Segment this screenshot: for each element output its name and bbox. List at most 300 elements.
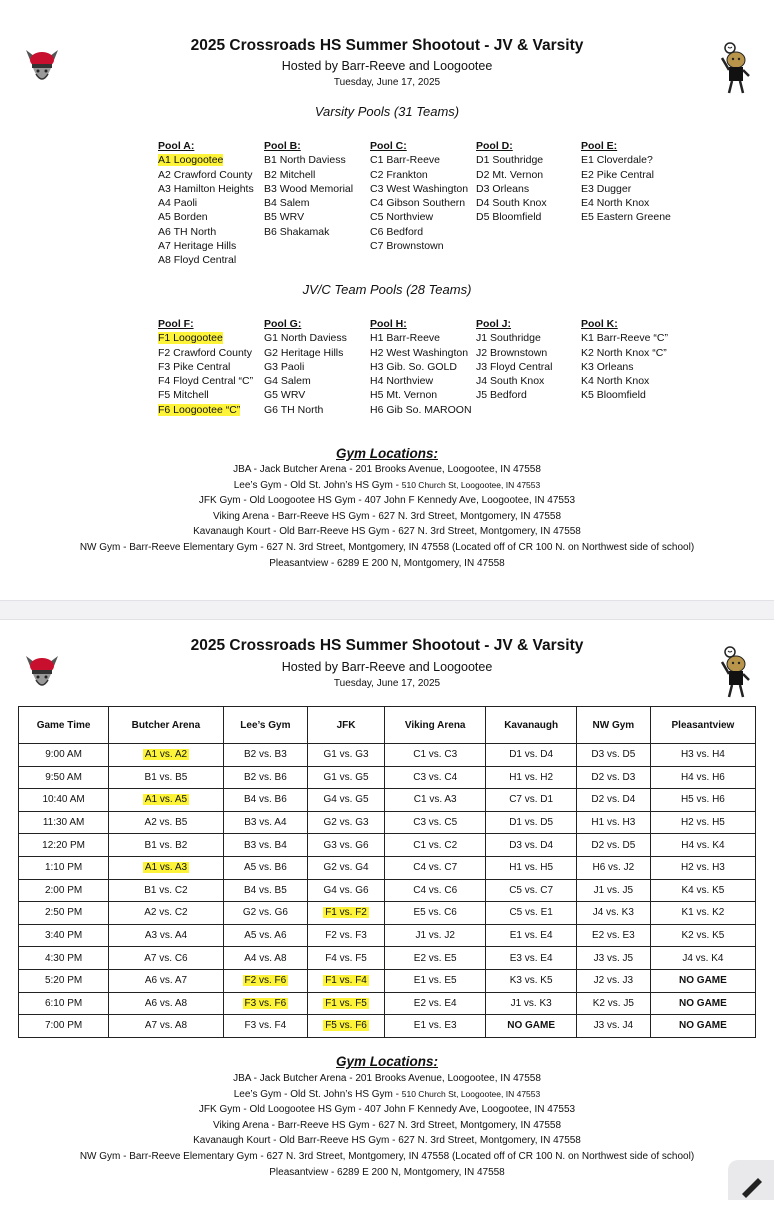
pool-header: Pool C:	[370, 140, 407, 152]
table-row	[19, 879, 756, 902]
table-row	[19, 834, 756, 857]
team-item: H4 Northview	[370, 375, 434, 388]
gym-line: Viking Arena - Barr-Reeve HS Gym - 627 N. 3rd Street, Montgomery, IN 47558	[212, 510, 562, 522]
matchup-cell	[576, 969, 650, 992]
cell-text: D3 vs. D5	[591, 749, 636, 761]
team-item: G3 Paoli	[264, 360, 305, 373]
varsity-pools-title: Varsity Pools (31 Teams)	[314, 104, 460, 119]
cell-text: J3 vs. J5	[593, 952, 634, 964]
cell-text: C1 vs. C3	[413, 749, 458, 761]
gym-line-text: Lee’s Gym - Old St. John’s HS Gym -	[233, 1088, 402, 1100]
team-item: D5 Bloomfield	[476, 211, 542, 224]
cell-text: G1 vs. G5	[323, 771, 369, 783]
column-header: Pleasantview	[650, 707, 755, 744]
matchup-cell	[486, 834, 576, 857]
team-item: G2 Heritage Hills	[264, 346, 344, 359]
cell-text: F1 vs. F2	[325, 907, 367, 919]
table-row	[19, 992, 756, 1015]
pool-c	[370, 139, 468, 253]
matchup-cell	[650, 947, 755, 970]
team-item: B1 North Daviess	[264, 154, 346, 167]
gym-line	[0, 1087, 774, 1103]
matchup-cell	[308, 811, 385, 834]
matchup-cell	[308, 856, 385, 879]
pool-e	[581, 139, 671, 225]
cell-text: A3 vs. A4	[144, 930, 188, 942]
column-header: Viking Arena	[384, 707, 485, 744]
team-item: A8 Floyd Central	[158, 254, 237, 267]
cell-text: A5 vs. A6	[244, 930, 287, 942]
pool-j	[476, 317, 552, 403]
team-item: D3 Orleans	[476, 182, 530, 195]
matchup-cell	[486, 1015, 576, 1038]
matchup-cell	[650, 811, 755, 834]
matchup-cell	[109, 902, 224, 925]
team-item: F4 Floyd Central “C”	[158, 375, 254, 388]
game-time-cell	[19, 902, 109, 925]
cell-text: F4 vs. F5	[325, 952, 367, 964]
team-item: D2 Mt. Vernon	[476, 168, 544, 181]
cell-text: A1 vs. A2	[144, 749, 188, 761]
matchup-cell	[486, 992, 576, 1015]
cell-text: 10:40 AM	[42, 794, 85, 806]
cell-text: D1 vs. D4	[509, 749, 554, 761]
gym-line-text: Lee’s Gym - Old St. John’s HS Gym -	[233, 479, 402, 491]
cell-text: G4 vs. G5	[323, 794, 369, 806]
matchup-cell	[486, 947, 576, 970]
jv-pools-title: JV/C Team Pools (28 Teams)	[302, 282, 472, 297]
cell-text: H2 vs. H5	[680, 817, 725, 829]
cell-text: E1 vs. E5	[413, 975, 457, 987]
matchup-cell	[384, 879, 485, 902]
cell-text: A5 vs. B6	[243, 862, 287, 874]
cell-text: H3 vs. H4	[680, 749, 725, 761]
matchup-cell	[384, 969, 485, 992]
team-item: K3 Orleans	[581, 360, 634, 373]
gym-line: Kavanaugh Kourt - Old Barr-Reeve HS Gym - 627 N. 3rd Street, Montgomery, IN 47558	[193, 526, 581, 538]
cell-text: D3 vs. D4	[509, 839, 554, 851]
cell-text: J4 vs. K4	[682, 952, 724, 964]
cell-text: J1 vs. J2	[415, 930, 455, 942]
team-item: B2 Mitchell	[264, 168, 316, 181]
cell-text: 5:20 PM	[44, 975, 83, 987]
team-item: A1 Loogootee	[158, 154, 224, 167]
page-title: 2025 Crossroads HS Summer Shootout - JV & Varsity	[190, 637, 584, 654]
pool-header: Pool E:	[581, 140, 618, 152]
matchup-cell	[223, 1015, 307, 1038]
cell-text: C7 vs. D1	[509, 794, 554, 806]
team-item: J2 Brownstown	[476, 346, 548, 359]
team-item: H5 Mt. Vernon	[370, 389, 438, 402]
matchup-cell	[223, 789, 307, 812]
team-item: G6 TH North	[264, 403, 324, 416]
cell-text: B4 vs. B5	[243, 884, 287, 896]
team-item: C6 Bedford	[370, 225, 424, 238]
matchup-cell	[384, 924, 485, 947]
matchup-cell	[384, 947, 485, 970]
pool-header: Pool H:	[370, 318, 407, 330]
gym-line: NW Gym - Barr-Reeve Elementary Gym - 627 N. 3rd Street, Montgomery, IN 47558 (Located off of CR 100 N. on Northwest side of school)	[79, 1150, 695, 1162]
cell-text: C1 vs. A3	[413, 794, 457, 806]
cell-text: F1 vs. F5	[325, 997, 367, 1009]
page-schedule	[0, 620, 774, 1200]
cell-text: G1 vs. G3	[323, 749, 369, 761]
cell-text: A6 vs. A7	[144, 975, 188, 987]
team-item: J3 Floyd Central	[476, 360, 553, 373]
event-date: Tuesday, June 17, 2025	[333, 77, 441, 88]
matchup-cell	[384, 744, 485, 767]
matchup-cell	[650, 969, 755, 992]
matchup-cell	[308, 902, 385, 925]
matchup-cell	[576, 744, 650, 767]
team-item: D4 South Knox	[476, 197, 547, 210]
matchup-cell	[576, 879, 650, 902]
cell-text: C5 vs. E1	[509, 907, 553, 919]
team-item: E3 Dugger	[581, 182, 632, 195]
cell-text: 2:50 PM	[44, 907, 83, 919]
cell-text: B2 vs. B6	[243, 771, 287, 783]
gym-line	[0, 478, 774, 494]
team-item: E5 Eastern Greene	[581, 211, 671, 224]
pool-h	[370, 317, 472, 417]
cell-text: E2 vs. E3	[591, 930, 635, 942]
cell-text: 7:00 PM	[44, 1020, 83, 1032]
team-item: B3 Wood Memorial	[264, 182, 354, 195]
game-time-cell	[19, 1015, 109, 1038]
team-item: K5 Bloomfield	[581, 389, 646, 402]
cell-text: A7 vs. C6	[144, 952, 188, 964]
cell-text: B1 vs. B2	[144, 839, 188, 851]
cell-text: NO GAME	[679, 997, 727, 1009]
cell-text: A2 vs. B5	[144, 817, 188, 829]
cell-text: E5 vs. C6	[413, 907, 457, 919]
team-item: C1 Barr-Reeve	[370, 154, 441, 167]
cell-text: NO GAME	[507, 1020, 556, 1032]
matchup-cell	[308, 924, 385, 947]
matchup-cell	[384, 992, 485, 1015]
team-item: H2 West Washington	[370, 346, 469, 359]
column-header: Game Time	[19, 707, 109, 744]
matchup-cell	[308, 766, 385, 789]
team-item: C3 West Washington	[370, 182, 469, 195]
matchup-cell	[486, 789, 576, 812]
cell-text: F2 vs. F3	[325, 930, 367, 942]
cell-text: A6 vs. A8	[144, 997, 188, 1009]
table-row	[19, 1015, 756, 1038]
matchup-cell	[223, 879, 307, 902]
cell-text: 3:40 PM	[44, 930, 83, 942]
gym-line: JFK Gym - Old Loogootee HS Gym - 407 John F Kennedy Ave, Loogootee, IN 47553	[198, 495, 576, 507]
gym-locations-list	[0, 462, 774, 571]
game-time-cell	[19, 947, 109, 970]
game-time-cell	[19, 834, 109, 857]
matchup-cell	[486, 766, 576, 789]
gym-line: Kavanaugh Kourt - Old Barr-Reeve HS Gym - 627 N. 3rd Street, Montgomery, IN 47558	[193, 1135, 581, 1147]
viking-mascot-icon	[24, 652, 60, 696]
cell-text: F5 vs. F6	[325, 1020, 367, 1032]
game-time-cell	[19, 789, 109, 812]
cell-text: F3 vs. F6	[244, 997, 287, 1009]
team-item: G1 North Daviess	[264, 332, 347, 345]
gym-locations-list	[0, 1071, 774, 1180]
cell-text: J3 vs. J4	[593, 1020, 634, 1032]
cell-text: B1 vs. B5	[144, 771, 188, 783]
gym-line: JBA - Jack Butcher Arena - 201 Brooks Avenue, Loogootee, IN 47558	[233, 464, 541, 475]
team-item: K2 North Knox “C”	[581, 346, 667, 359]
gym-line: NW Gym - Barr-Reeve Elementary Gym - 627 N. 3rd Street, Montgomery, IN 47558 (Located off of CR 100 N. on Northwest side of school)	[79, 541, 695, 553]
matchup-cell	[223, 902, 307, 925]
team-item: A2 Crawford County	[158, 168, 253, 181]
hosted-by: Hosted by Barr-Reeve and Loogootee	[281, 660, 493, 674]
cell-text: D1 vs. D5	[509, 817, 554, 829]
matchup-cell	[308, 789, 385, 812]
table-row	[19, 789, 756, 812]
matchup-cell	[223, 811, 307, 834]
matchup-cell	[109, 1015, 224, 1038]
team-item: J1 Southridge	[476, 332, 541, 345]
cell-text: J1 vs. K3	[510, 997, 552, 1009]
cell-text: 2:00 PM	[44, 884, 83, 896]
cell-text: B1 vs. C2	[144, 884, 188, 896]
cell-text: F3 vs. F4	[244, 1020, 287, 1032]
pool-header: Pool F:	[158, 318, 194, 330]
cell-text: J2 vs. J3	[593, 975, 634, 987]
cell-text: H1 vs. H2	[509, 771, 554, 783]
schedule-header-row	[19, 707, 756, 744]
team-item: A6 TH North	[158, 225, 217, 238]
team-item: E4 North Knox	[581, 197, 650, 210]
matchup-cell	[384, 789, 485, 812]
cell-text: A2 vs. C2	[144, 907, 188, 919]
cell-text: E1 vs. E4	[509, 930, 553, 942]
matchup-cell	[109, 744, 224, 767]
team-item: H6 Gib So. MAROON	[370, 403, 472, 416]
pencil-icon[interactable]	[728, 1160, 774, 1200]
matchup-cell	[308, 834, 385, 857]
gym-line: JFK Gym - Old Loogootee HS Gym - 407 John F Kennedy Ave, Loogootee, IN 47553	[198, 1104, 576, 1116]
cell-text: K1 vs. K2	[681, 907, 725, 919]
pool-header: Pool J:	[476, 318, 512, 330]
team-item: H3 Gib. So. GOLD	[370, 360, 457, 373]
matchup-cell	[308, 1015, 385, 1038]
overlay-corner-badge	[728, 1160, 774, 1200]
gym-locations-title: Gym Locations:	[335, 1054, 438, 1069]
table-row	[19, 744, 756, 767]
team-item: E2 Pike Central	[581, 168, 654, 181]
cell-text: E2 vs. E5	[413, 952, 457, 964]
matchup-cell	[384, 811, 485, 834]
matchup-cell	[109, 992, 224, 1015]
cell-text: C4 vs. C7	[413, 862, 458, 874]
cell-text: A7 vs. A8	[144, 1020, 188, 1032]
team-item: F6 Loogootee “C”	[158, 403, 241, 416]
matchup-cell	[109, 924, 224, 947]
matchup-cell	[650, 1015, 755, 1038]
pool-g	[264, 317, 347, 417]
matchup-cell	[486, 811, 576, 834]
cell-text: D2 vs. D4	[591, 794, 636, 806]
cell-text: E1 vs. E3	[413, 1020, 457, 1032]
team-item: G4 Salem	[264, 375, 311, 388]
matchup-cell	[223, 834, 307, 857]
pool-f	[158, 317, 253, 417]
matchup-cell	[308, 744, 385, 767]
team-item: D1 Southridge	[476, 154, 544, 167]
matchup-cell	[109, 789, 224, 812]
matchup-cell	[650, 834, 755, 857]
cell-text: G2 vs. G3	[323, 817, 369, 829]
matchup-cell	[223, 924, 307, 947]
column-header: Butcher Arena	[109, 707, 224, 744]
pool-header: Pool D:	[476, 140, 513, 152]
matchup-cell	[308, 969, 385, 992]
column-header: Kavanaugh	[486, 707, 576, 744]
column-header: NW Gym	[576, 707, 650, 744]
cell-text: B4 vs. B6	[243, 794, 287, 806]
cell-text: H6 vs. J2	[592, 862, 635, 874]
matchup-cell	[223, 744, 307, 767]
team-item: C7 Brownstown	[370, 240, 444, 253]
cell-text: J1 vs. J5	[593, 884, 634, 896]
gym-line: Viking Arena - Barr-Reeve HS Gym - 627 N. 3rd Street, Montgomery, IN 47558	[212, 1119, 562, 1131]
cell-text: E2 vs. E4	[413, 997, 457, 1009]
game-time-cell	[19, 924, 109, 947]
matchup-cell	[223, 992, 307, 1015]
matchup-cell	[576, 789, 650, 812]
matchup-cell	[384, 902, 485, 925]
matchup-cell	[384, 834, 485, 857]
team-item: A5 Borden	[158, 211, 208, 224]
cell-text: A1 vs. A3	[144, 862, 188, 874]
cell-text: C4 vs. C6	[413, 884, 458, 896]
matchup-cell	[384, 1015, 485, 1038]
cell-text: H1 vs. H5	[509, 862, 554, 874]
cell-text: D2 vs. D3	[591, 771, 636, 783]
game-time-cell	[19, 811, 109, 834]
cell-text: C3 vs. C5	[413, 817, 458, 829]
matchup-cell	[486, 969, 576, 992]
cell-text: 9:00 AM	[45, 749, 82, 761]
cell-text: G3 vs. G6	[323, 839, 369, 851]
table-row	[19, 902, 756, 925]
team-item: F1 Loogootee	[158, 332, 223, 345]
cell-text: G2 vs. G6	[242, 907, 288, 919]
team-item: B6 Shakamak	[264, 225, 330, 238]
cell-text: H1 vs. H3	[591, 817, 636, 829]
cell-text: C1 vs. C2	[413, 839, 458, 851]
matchup-cell	[308, 879, 385, 902]
matchup-cell	[650, 924, 755, 947]
cell-text: K2 vs. J5	[592, 997, 634, 1009]
gym-line: Pleasantview - 6289 E 200 N, Montgomery, IN 47558	[269, 557, 505, 569]
gym-locations-title: Gym Locations:	[335, 446, 438, 461]
matchup-cell	[576, 856, 650, 879]
matchup-cell	[650, 879, 755, 902]
team-item: B5 WRV	[264, 211, 305, 224]
matchup-cell	[109, 811, 224, 834]
cell-text: G4 vs. G6	[323, 884, 369, 896]
team-item: F3 Pike Central	[158, 360, 231, 373]
matchup-cell	[576, 924, 650, 947]
table-row	[19, 969, 756, 992]
matchup-cell	[109, 834, 224, 857]
matchup-cell	[308, 947, 385, 970]
gym-line: Pleasantview - 6289 E 200 N, Montgomery, IN 47558	[269, 1166, 505, 1178]
cell-text: F1 vs. F4	[325, 975, 367, 987]
page-pools	[0, 0, 774, 600]
cell-text: H4 vs. K4	[681, 839, 725, 851]
matchup-cell	[109, 969, 224, 992]
schedule-body	[19, 744, 756, 1038]
table-row	[19, 766, 756, 789]
team-item: F2 Crawford County	[158, 346, 252, 359]
table-row	[19, 856, 756, 879]
team-item: J4 South Knox	[476, 375, 545, 388]
team-item: A3 Hamilton Heights	[158, 182, 254, 195]
matchup-cell	[576, 1015, 650, 1038]
game-time-cell	[19, 879, 109, 902]
cell-text: 11:30 AM	[42, 817, 85, 829]
cell-text: D2 vs. D5	[591, 839, 636, 851]
game-time-cell	[19, 766, 109, 789]
matchup-cell	[650, 744, 755, 767]
hosted-by: Hosted by Barr-Reeve and Loogootee	[281, 59, 493, 73]
cell-text: 6:10 PM	[44, 997, 83, 1009]
team-item: E1 Cloverdale?	[581, 154, 653, 167]
team-item: A4 Paoli	[158, 197, 198, 210]
cell-text: K2 vs. K5	[681, 930, 725, 942]
cell-text: 4:30 PM	[44, 952, 83, 964]
matchup-cell	[384, 766, 485, 789]
cell-text: H4 vs. H6	[680, 771, 725, 783]
gym-line-address: 510 Church St, Loogootee, IN 47553	[401, 479, 541, 490]
game-time-cell	[19, 744, 109, 767]
cell-text: A4 vs. A8	[244, 952, 287, 964]
cell-text: A1 vs. A5	[144, 794, 188, 806]
column-header: Lee’s Gym	[223, 707, 307, 744]
matchup-cell	[576, 811, 650, 834]
cell-text: C5 vs. C7	[509, 884, 554, 896]
team-item: C5 Northview	[370, 211, 434, 224]
matchup-cell	[223, 947, 307, 970]
matchup-cell	[650, 856, 755, 879]
team-item: G5 WRV	[264, 389, 306, 402]
gym-line-address: 510 Church St, Loogootee, IN 47553	[401, 1088, 541, 1099]
matchup-cell	[109, 856, 224, 879]
cell-text: 12:20 PM	[42, 839, 85, 851]
cell-text: B3 vs. A4	[244, 817, 287, 829]
table-row	[19, 924, 756, 947]
cell-text: F2 vs. F6	[244, 975, 287, 987]
column-header: JFK	[308, 707, 385, 744]
cell-text: E3 vs. E4	[509, 952, 553, 964]
cell-text: NO GAME	[679, 975, 727, 987]
cell-text: C3 vs. C4	[413, 771, 458, 783]
game-time-cell	[19, 992, 109, 1015]
matchup-cell	[223, 766, 307, 789]
event-date: Tuesday, June 17, 2025	[333, 678, 441, 689]
pool-b	[264, 139, 353, 239]
matchup-cell	[486, 879, 576, 902]
matchup-cell	[384, 856, 485, 879]
cell-text: J4 vs. K3	[592, 907, 634, 919]
cell-text: 1:10 PM	[44, 862, 83, 874]
schedule-table	[18, 706, 756, 1038]
pool-d	[476, 139, 547, 225]
team-item: J5 Bedford	[476, 389, 527, 402]
pool-header: Pool B:	[264, 140, 301, 152]
team-item: C2 Frankton	[370, 168, 428, 181]
